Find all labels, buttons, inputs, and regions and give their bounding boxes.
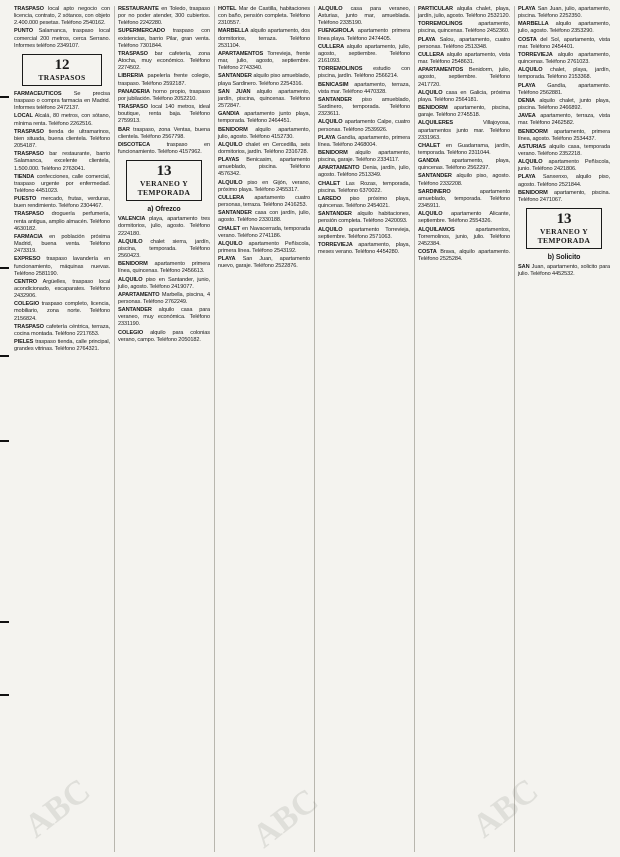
classified-ad (518, 113, 610, 127)
classified-ad (318, 28, 410, 42)
ad-text: droguería perfumería, renta antigua, amplio almacén. Teléfono 4630182. (14, 211, 110, 232)
classified-ad (318, 135, 410, 149)
classified-ad (518, 98, 610, 112)
ad-text: San Juan, apartamento nuevo, garaje. Teléfono 2522876. (218, 256, 310, 270)
ad-heading: BENIDORM (418, 105, 448, 112)
ad-text: chalet sierra, jardín, piscina, temporada. Teléfono 2560423. (118, 238, 210, 260)
ad-heading: TRASPASO (14, 151, 44, 158)
classified-ad (218, 256, 310, 270)
section-header (22, 54, 102, 86)
ad-text: Mar de Castilla, habitaciones con baño, pensión completa. Teléfono 2310557. (218, 6, 310, 27)
ad-text: apartamento Peñíscola, junio. Teléfono 2421806. (518, 159, 610, 173)
ad-text: casa para veraneo, Asturias, junto mar, amueblada. Teléfono 2335190. (318, 6, 410, 27)
ad-text: horno propio, traspaso por jubilación. Teléfono 2052210. (118, 88, 210, 102)
ad-heading: RESTAURANTE (118, 6, 159, 12)
classified-ad (14, 113, 110, 127)
ad-heading: BENIDORM (518, 189, 548, 196)
classified-ad (318, 66, 410, 80)
classified-ad (14, 211, 110, 232)
ad-text: alquilo apartamento, julio, agosto, septiembre. Teléfono 2161093. (318, 43, 410, 65)
classified-ad (418, 105, 510, 119)
classified-ad (318, 181, 410, 195)
ad-heading: VALENCIA (118, 216, 146, 223)
ad-heading: DENIA (518, 97, 535, 104)
ad-heading: PLAYA (518, 82, 536, 89)
section-number: 13 (556, 211, 572, 228)
ad-text: apartamento Calpe, cuatro personas. Teléfono 2539926. (318, 119, 410, 133)
ad-heading: TRASPASO (118, 104, 148, 111)
classified-ad (14, 6, 110, 27)
classified-ad (218, 241, 310, 255)
ad-heading: LIBRERIA (118, 73, 144, 80)
ad-text: Denia, jardín, julio, agosto. Teléfono 2513349. (318, 165, 410, 179)
ad-heading: COSTA (418, 249, 437, 255)
watermark: ABC (17, 771, 98, 846)
ad-text: apartamento, terraza, vista mar. Teléfono 4470328. (318, 81, 410, 95)
ad-heading: APARTAMENTOS (418, 67, 464, 74)
ad-text: Gandía, apartamento. Teléfono 2562881. (518, 82, 610, 96)
ad-text: local apto negocio con licencia, contrato, 2 sótanos, con objeto 2.400.000 pesetas. Teléfono 2540162. (14, 6, 110, 27)
ad-text: alquilo piso, agosto. Teléfono 2332208. (418, 173, 510, 187)
ad-heading: GANDIA (418, 158, 440, 165)
classified-page (14, 6, 610, 852)
ad-text: mercado, frutas, verduras, buen rendimiento. Teléfono 2304467. (14, 196, 110, 210)
section-header (126, 160, 202, 201)
ad-text: apartamento, playa, quincenas. Teléfono 2562297. (418, 158, 510, 172)
ad-text: piso amueblado, Sardinero, temporada. Teléfono 2323611. (318, 96, 410, 118)
ad-heading: CHALET (318, 180, 341, 187)
ad-heading: ASTURIAS (518, 143, 546, 150)
ad-heading: CHALET (218, 225, 241, 232)
ad-heading: PIELES (14, 339, 34, 346)
section-title: VERANEO Y TEMPORADA (537, 227, 591, 246)
classified-ad (418, 249, 510, 263)
ad-text: traspaso tienda, calle principal, grandes vitrinas. Teléfono 2764321. (14, 339, 110, 353)
classified-ad (218, 127, 310, 141)
ad-text: alquila chalet, playa, jardín, julio, agosto. Teléfono 2532120. (418, 6, 510, 20)
classified-ad (418, 120, 510, 141)
ad-text: alquilo apartamento, piscina, garaje. Teléfono 2334117. (318, 149, 410, 164)
ad-text: apartamento, piscina. Teléfono 2471067. (518, 189, 610, 203)
ad-heading: TORREVIEJA (318, 241, 353, 248)
ad-text: apartamento cuatro personas, terraza. Teléfono 2416253. (218, 194, 310, 209)
ad-text: casa con jardín, julio, agosto. Teléfono 2330188. (218, 210, 310, 224)
ad-heading: SAN (518, 264, 530, 271)
ad-heading: TIENDA (14, 173, 35, 180)
ad-heading: SANTANDER (318, 211, 352, 218)
classified-ad (118, 261, 210, 275)
ad-heading: TORREMOLINOS (318, 66, 363, 73)
ad-heading: PLAYAS (218, 157, 240, 164)
classified-ad (318, 227, 410, 241)
classified-ad (518, 52, 610, 66)
classified-ad (518, 159, 610, 173)
ad-text: Benicasim, apartamento amueblado, piscina. Teléfono 4576342. (218, 157, 310, 178)
ad-text: Salamanca, traspaso local comercial 200 metros, cerca Serrano. Informes teléfono 2349107. (14, 28, 110, 49)
ad-text: chalet en Cercedilla, seis dormitorios, jardín. Teléfono 2316728. (218, 141, 310, 155)
classified-ad (118, 127, 210, 141)
ad-heading: SANTANDER (118, 307, 152, 314)
ad-heading: APARTAMENTO (318, 165, 360, 172)
ad-text: apartamento Peñíscola, primera línea. Teléfono 2543192. (218, 240, 310, 254)
ad-heading: FUENGIROLA (318, 28, 354, 35)
ad-heading: ALQUILO (518, 67, 543, 74)
ad-text: bar restaurante, barrio Salamanca, excelente clientela, 1.500.000. Teléfono 2763041. (14, 151, 110, 172)
ad-heading: LAREDO (318, 195, 342, 202)
classified-ad (518, 67, 610, 81)
classified-ad (218, 111, 310, 125)
classified-ad (318, 82, 410, 96)
section-subhead: b) Solicito (547, 254, 581, 262)
ad-heading: SANTANDER (218, 73, 252, 80)
section-number: 12 (54, 56, 70, 73)
section-title: VERANEO Y TEMPORADA (137, 179, 191, 198)
ad-text: apartamento, playa, meses verano. Teléfono 4454280. (318, 241, 410, 255)
ad-heading: PLAYA (418, 36, 436, 43)
ad-heading: SARDINERO (418, 188, 451, 195)
ad-heading: TORREVIEJA (518, 51, 553, 58)
ad-text: apartamento amueblado, temporada. Teléfono 2345911. (418, 188, 510, 210)
ad-heading: TORREMOLINOS (418, 21, 463, 28)
ad-text: alquilo casa, temporada verano. Teléfono 2352218. (518, 143, 610, 157)
ad-text: bar cafetería, zona Atocha, muy económico. Teléfono 2274502. (118, 50, 210, 72)
ad-text: alquilo casa para veraneo, muy económica. Teléfono 2331190. (118, 307, 210, 328)
classified-ad (418, 189, 510, 210)
classified-ad (118, 73, 210, 87)
classified-ad (518, 190, 610, 204)
ad-text: papelería frente colegio, traspaso. Teléfono 2592187. (118, 73, 210, 87)
classified-ad (518, 37, 610, 51)
ad-heading: FARMACIA (14, 233, 43, 240)
ad-text: Sanxenxo, alquilo piso, agosto. Teléfono 2521844. (518, 174, 610, 188)
ad-heading: SANTANDER (318, 96, 352, 103)
ad-text: en Navacerrada, temporada verano. Teléfono 2741186. (218, 225, 310, 239)
classified-ad (14, 151, 110, 172)
ad-heading: HOTEL (218, 6, 237, 12)
ad-heading: TRASPASO (14, 6, 44, 12)
ad-heading: ALQUILO (218, 240, 243, 247)
classified-ad (118, 104, 210, 125)
ad-heading: GANDIA (218, 111, 240, 118)
classified-ad (318, 97, 410, 118)
classified-ad (118, 6, 210, 27)
ad-heading: EXPRESO (14, 256, 41, 263)
ad-heading: ALQUILO (318, 119, 343, 126)
classified-ad (318, 165, 410, 179)
ad-text: Alcalá, 80 metros, con sótano, mínima renta. Teléfono 2262516. (14, 113, 110, 127)
ad-heading: ALQUILO (418, 211, 443, 218)
ad-text: alquilo piso amueblado, playa Sardinero. Teléfono 2254316. (218, 73, 310, 87)
ad-text: Marbella, piscina, 4 personas. Teléfono 2762249. (118, 291, 210, 305)
ad-heading: BENIDORM (218, 126, 248, 133)
classified-ad (14, 174, 110, 195)
ad-heading: BENIDORM (118, 261, 148, 268)
classified-ad (14, 339, 110, 353)
classified-ad (518, 144, 610, 158)
ad-heading: PUNTO (14, 28, 33, 35)
column-5 (414, 6, 510, 852)
ad-heading: SANTANDER (218, 210, 252, 217)
classified-ad (118, 292, 210, 306)
ad-text: tienda de ultramarinos, bien situada, buena clientela. Teléfono 2054187. (14, 128, 110, 150)
ad-text: apartamentos, Torremolinos, junio, julio. Teléfono 2452384. (418, 226, 510, 247)
ad-text: apartamento, piscina, garaje. Teléfono 2745518. (418, 105, 510, 119)
ad-heading: TRASPASO (14, 128, 44, 135)
ad-text: cafetería céntrica, terraza, cocina montada. Teléfono 2217653. (14, 323, 110, 337)
watermark: ABC (245, 781, 326, 856)
ad-heading: ALQUILO (118, 238, 143, 245)
classified-ad (418, 173, 510, 187)
ad-heading: SANTANDER (418, 173, 452, 180)
classified-ad (318, 44, 410, 65)
column-4 (314, 6, 410, 852)
ad-text: playa, apartamento tres dormitorios, julio, agosto. Teléfono 2224180. (118, 216, 210, 237)
ad-text: alquilo apartamento, julio, agosto. Teléfono 2353290. (518, 21, 610, 35)
ad-text: apartamento, piscina, quincenas. Teléfono 2452360. (418, 21, 510, 35)
classified-ad (418, 52, 510, 66)
column-1 (14, 6, 110, 852)
classified-ad (218, 226, 310, 240)
classified-ad (14, 196, 110, 210)
classified-ad (518, 83, 610, 97)
ad-heading: COSTA (518, 36, 537, 43)
ad-text: casa en Galicia, próxima playa. Teléfono 2564181. (418, 89, 510, 103)
column-6 (514, 6, 610, 852)
classified-ad (418, 90, 510, 104)
classified-ad (118, 142, 210, 156)
classified-ad (218, 73, 310, 87)
ad-heading: PLAYA (518, 6, 536, 12)
ad-text: alquilo para colonias verano, campo. Teléfono 2050182. (118, 329, 210, 343)
classified-ad (418, 21, 510, 35)
classified-ad (418, 143, 510, 157)
ad-heading: BENIDORM (318, 149, 348, 156)
classified-ad (14, 279, 110, 300)
ad-heading: JAVEA (518, 113, 536, 120)
ad-heading: ALQUILO (418, 89, 443, 96)
ad-text: Torrevieja, frente mar, julio, agosto, septiembre. Teléfono 2743340. (218, 50, 310, 72)
classified-ad (518, 174, 610, 188)
ad-heading: LOCAL (14, 113, 33, 120)
ad-text: Brava, alquilo apartamento. Teléfono 2525284. (418, 249, 510, 263)
ad-heading: BENICASIM (318, 81, 349, 88)
ad-heading: COLEGIO (14, 301, 40, 308)
classified-ad (14, 256, 110, 277)
ad-text: alquilo chalet, junto playa, piscina. Teléfono 2466892. (518, 97, 610, 112)
ad-text: alquilo habitaciones, pensión completa. Teléfono 2420093. (318, 211, 410, 225)
classified-ad (118, 89, 210, 103)
classified-ad (318, 211, 410, 225)
classified-ad (218, 89, 310, 110)
ad-heading: CHALET (418, 142, 441, 149)
classified-ad (14, 234, 110, 255)
classified-ad (418, 227, 510, 248)
classified-ad (518, 6, 610, 20)
classified-columns (14, 6, 610, 852)
ad-heading: CULLERA (218, 194, 245, 201)
classified-ad (218, 6, 310, 27)
ad-text: Benidorm, julio, agosto, septiembre. Teléfono 2417720. (418, 67, 510, 88)
ad-text: alquilo apartamento, dos dormitorios, terraza. Teléfono 2531104. (218, 28, 310, 49)
ad-text: apartamento, terraza, vista mar. Teléfono 2462582. (518, 113, 610, 127)
ad-text: confecciones, calle comercial, traspaso urgente por enfermedad. Teléfono 4451023. (14, 173, 110, 194)
ad-text: traspaso con existencias, barrio Pilar, gran venta. Teléfono 7301844. (118, 28, 210, 49)
ad-heading: APARTAMENTOS (218, 50, 264, 57)
classified-ad (518, 264, 610, 278)
ad-heading: ALQUILO (518, 159, 543, 166)
classified-ad (118, 51, 210, 72)
ad-text: piso en Gijón, verano, próximo playa. Teléfono 2455317. (218, 179, 310, 193)
classified-ad (14, 129, 110, 150)
ad-heading: SUPERMERCADO (118, 28, 165, 35)
ad-text: traspaso completo, licencia, mobiliario, zona norte. Teléfono 2156824. (14, 301, 110, 322)
classified-ad (118, 307, 210, 328)
ad-heading: BENIDORM (518, 128, 548, 135)
classified-ad (14, 301, 110, 322)
ad-text: Salou, apartamento, cuatro personas. Teléfono 2513348. (418, 36, 510, 50)
ad-heading: ALQUILAMOS (418, 226, 455, 233)
ad-text: alquilo apartamento, jardín, piscina, quincenas. Teléfono 2572847. (218, 88, 310, 110)
ad-heading: TRASPASO (118, 50, 148, 57)
ad-text: traspaso, zona Ventas, buena clientela. Teléfono 2567798. (118, 126, 210, 140)
classified-ad (14, 28, 110, 49)
ad-text: del Sol, apartamento, vista mar. Teléfono 2454401. (518, 36, 610, 50)
ad-text: Las Rozas, temporada, piscina. Teléfono 6370022. (318, 180, 410, 194)
ad-text: San Juan, julio, apartamento, piscina. Teléfono 2252350. (518, 6, 610, 20)
classified-ad (418, 67, 510, 88)
classified-ad (14, 324, 110, 338)
ad-text: traspaso en funcionamiento. Teléfono 4157962. (118, 141, 210, 155)
classified-ad (418, 6, 510, 20)
classified-ad (518, 129, 610, 143)
ad-text: Argüelles, traspaso local acondicionado, escaparates. Teléfono 2432906. (14, 278, 110, 300)
ad-text: alquilo apartamento, vista mar. Teléfono 2548631. (418, 51, 510, 66)
classified-ad (218, 195, 310, 209)
ad-text: traspaso lavandería en funcionamiento, máquinas nuevas. Teléfono 2581190. (14, 256, 110, 277)
ad-heading: FARMACEUTICOS (14, 90, 62, 97)
classified-ad (118, 330, 210, 344)
column-2 (114, 6, 210, 852)
ad-heading: BAR (118, 126, 130, 133)
classified-ad (118, 28, 210, 49)
classified-ad (218, 210, 310, 224)
ad-text: apartamento Torrevieja, septiembre. Teléfono 2571063. (318, 226, 410, 240)
column-3 (214, 6, 310, 852)
ad-text: apartamento Alicante, septiembre. Teléfono 2554326. (418, 211, 510, 225)
ad-text: apartamento, primera línea, agosto. Teléfono 2534437. (518, 128, 610, 142)
classified-ad (118, 239, 210, 260)
ad-text: piso próximo playa, quincenas. Teléfono 2454021. (318, 195, 410, 210)
classified-ad (418, 211, 510, 225)
ad-heading: TRASPASO (14, 323, 44, 330)
classified-ad (318, 196, 410, 210)
binding-margin (0, 0, 10, 857)
classified-ad (318, 119, 410, 133)
ad-heading: PUESTO (14, 196, 37, 203)
watermark: ABC (465, 771, 546, 846)
ad-heading: PLAYA (318, 134, 336, 141)
ad-heading: ALQUILERES (418, 120, 454, 127)
classified-ad (418, 37, 510, 51)
ad-heading: APARTAMENTO (118, 291, 160, 298)
classified-ad (218, 142, 310, 156)
classified-ad (418, 158, 510, 172)
ad-text: Juan, apartamento, solicito para julio. Teléfono 4452532. (518, 264, 610, 278)
ad-text: alquilo apartamento, julio, agosto. Teléfono 4152730. (218, 126, 310, 140)
ad-text: piso en Santander, junio, julio, agosto. Teléfono 2419077. (118, 276, 210, 290)
classified-ad (118, 216, 210, 237)
ad-heading: ALQUILO (318, 226, 343, 233)
ad-text: Se precisa traspaso o compra farmacia en Madrid. Informes teléfono 2472137. (14, 90, 110, 112)
classified-ad (118, 277, 210, 291)
ad-heading: PLAYA (518, 174, 536, 181)
ad-text: local 140 metros, ideal boutique, renta baja. Teléfono 2759913. (118, 104, 210, 125)
ad-text: chalet, playa, jardín, temporada. Teléfono 2153368. (518, 67, 610, 81)
ad-heading: CENTRO (14, 278, 38, 285)
ad-heading: ALQUILO (218, 179, 243, 186)
ad-text: estudio con piscina, jardín. Teléfono 2566214. (318, 66, 410, 80)
classified-ad (218, 28, 310, 49)
ad-text: Gandía, apartamento, primera línea. Teléfono 2468004. (318, 134, 410, 148)
ad-heading: CULLERA (318, 43, 345, 50)
ad-heading: MARBELLA (218, 28, 249, 35)
classified-ad (14, 91, 110, 112)
section-title: TRASPASOS (38, 72, 86, 82)
ad-heading: MARBELLA (518, 21, 549, 28)
ad-text: alquilo apartamento, quincenas. Teléfono 2761023. (518, 51, 610, 66)
ad-heading: PARTICULAR (418, 6, 453, 12)
section-number: 13 (156, 163, 172, 180)
section-subhead: a) Ofrezco (147, 206, 181, 214)
classified-ad (518, 21, 610, 35)
ad-heading: DISCOTECA (118, 141, 151, 148)
classified-ad (318, 6, 410, 27)
ad-heading: ALQUILO (318, 6, 343, 12)
section-header (526, 208, 602, 249)
ad-heading: ALQUILO (218, 141, 243, 148)
ad-heading: PANADERIA (118, 88, 150, 95)
ad-text: en Guadarrama, jardín, temporada. Teléfono 2311044. (418, 142, 510, 156)
ad-heading: SAN JUAN (218, 88, 251, 95)
ad-heading: TRASPASO (14, 211, 44, 218)
ad-heading: CULLERA (418, 51, 445, 58)
classified-ad (218, 180, 310, 194)
ad-text: Villajoyosa, apartamentos junto mar. Teléfono 2331963. (418, 120, 510, 141)
classified-ad (318, 242, 410, 256)
classified-ad (218, 157, 310, 178)
ad-heading: ALQUILO (118, 276, 143, 283)
ad-text: apartamento primera línea, quincenas. Teléfono 2456613. (118, 261, 210, 275)
ad-text: apartamento junto playa, temporada. Teléfono 2464451. (218, 111, 310, 125)
ad-text: en población próxima Madrid, buena venta. Teléfono 2473319. (14, 233, 110, 255)
classified-ad (318, 150, 410, 164)
ad-text: en Toledo, traspaso por no poder atender, 300 cubiertos. Teléfono 2242280. (118, 6, 210, 27)
ad-heading: PLAYA (218, 256, 236, 263)
ad-heading: COLEGIO (118, 329, 144, 336)
ad-text: apartamento primera línea playa. Teléfono 2474405. (318, 28, 410, 42)
classified-ad (218, 51, 310, 72)
